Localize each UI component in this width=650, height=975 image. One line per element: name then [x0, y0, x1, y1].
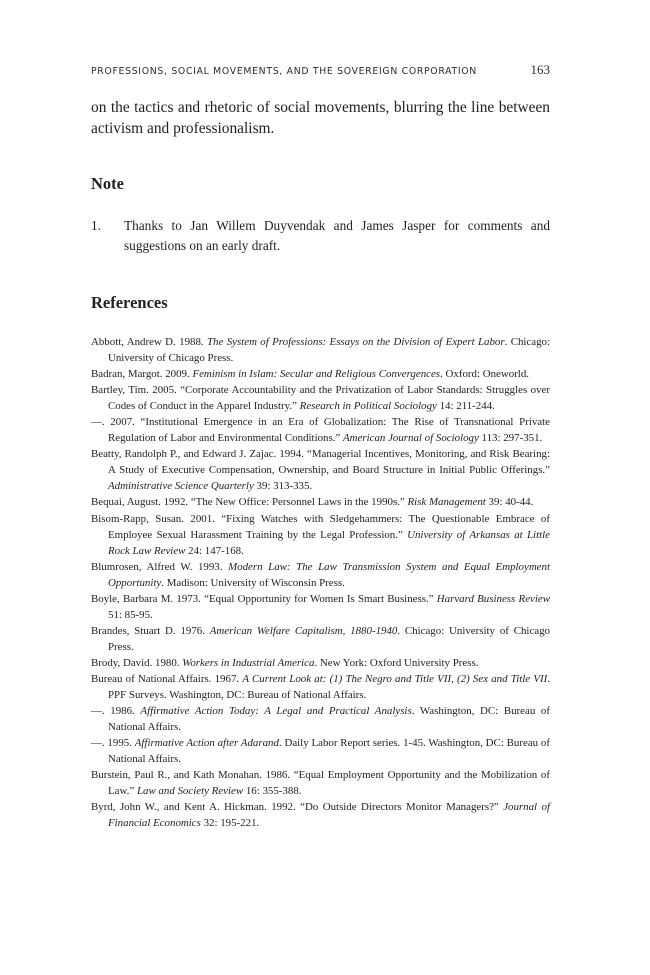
reference-entry: —. 2007. “Institutional Emergence in an Era of Globalization: The Rise of Transnational Private Regulation of Labor and Environmental Conditions.” American Journal of Sociology 113: 297-351. — [91, 416, 550, 445]
body-paragraph: on the tactics and rhetoric of social movements, blurring the line between activism and professionalism. — [91, 99, 550, 137]
reference-entry: Brandes, Stuart D. 1976. American Welfare Capitalism, 1880-1940. Chicago: University of Chicago Press. — [91, 624, 551, 653]
reference-entry: Bequai, August. 1992. “The New Office: Personnel Laws in the 1990s.” Risk Management 39: 40-44. — [91, 496, 534, 509]
reference-list — [91, 334, 550, 831]
reference-entry: Beatty, Randolph P., and Edward J. Zajac. 1994. “Managerial Incentives, Monitoring, and Risk Bearing: A Study of Executive Compensation, Ownership, and Board Structure in Initial Public Offerings.” Administrative Science Quarterly 39: 313-335. — [91, 448, 550, 493]
reference-entry: Bisom-Rapp, Susan. 2001. “Fixing Watches with Sledgehammers: The Questionable Embrace of Employee Sexual Harassment Training by the Legal Profession.” University of Arkansas at Little Rock Law Review 24: 147-168. — [91, 512, 550, 557]
note-item — [91, 216, 550, 256]
references-heading: References — [91, 293, 168, 312]
running-head-title: PROFESSIONS, SOCIAL MOVEMENTS, AND THE SOVEREIGN CORPORATION — [91, 66, 477, 77]
reference-entry: Bureau of National Affairs. 1967. A Current Look at: (1) The Negro and Title VII, (2) Sex and Title VII. PPF Surveys. Washington, DC: Bureau of National Affairs. — [91, 672, 550, 702]
page-number: 163 — [530, 62, 550, 77]
note-heading: Note — [91, 174, 124, 193]
reference-entry: Blumrosen, Alfred W. 1993. Modern Law: The Law Transmission System and Equal Employment Opportunity. Madison: University of Wisconsin Press. — [91, 560, 550, 589]
reference-entry: Abbott, Andrew D. 1988. The System of Professions: Essays on the Division of Expert Labor. Chicago: University of Chicago Press. — [91, 336, 551, 365]
note-number: 1. — [91, 218, 101, 233]
reference-entry: —. 1986. Affirmative Action Today: A Legal and Practical Analysis. Washington, DC: Bureau of National Affairs. — [91, 705, 550, 734]
reference-entry: Byrd, John W., and Kent A. Hickman. 1992. “Do Outside Directors Monitor Managers?” Journal of Financial Economics 32: 195-221. — [91, 801, 550, 830]
note-text: Thanks to Jan Willem Duyvendak and James Jasper for comments and suggestions on an early draft. — [124, 218, 550, 253]
reference-entry: Brody, David. 1980. Workers in Industrial America. New York: Oxford University Press. — [91, 656, 479, 669]
reference-entry: Boyle, Barbara M. 1973. “Equal Opportunity for Women Is Smart Business.” Harvard Business Review 51: 85-95. — [91, 592, 550, 621]
reference-entry: Bartley, Tim. 2005. “Corporate Accountability and the Privatization of Labor Standards: Struggles over Codes of Conduct in the Apparel Industry.” Research in Political Sociology 14: 211-244. — [91, 384, 550, 413]
reference-entry: Burstein, Paul R., and Kath Monahan. 1986. “Equal Employment Opportunity and the Mobilization of Law.” Law and Society Review 16: 355-388. — [91, 769, 550, 798]
reference-entry: Badran, Margot. 2009. Feminism in Islam: Secular and Religious Convergences. Oxford: Oneworld. — [91, 368, 529, 381]
running-head — [91, 62, 550, 78]
reference-entry: —. 1995. Affirmative Action after Adarand. Daily Labor Report series. 1-45. Washington, DC: Bureau of National Affairs. — [91, 737, 550, 766]
